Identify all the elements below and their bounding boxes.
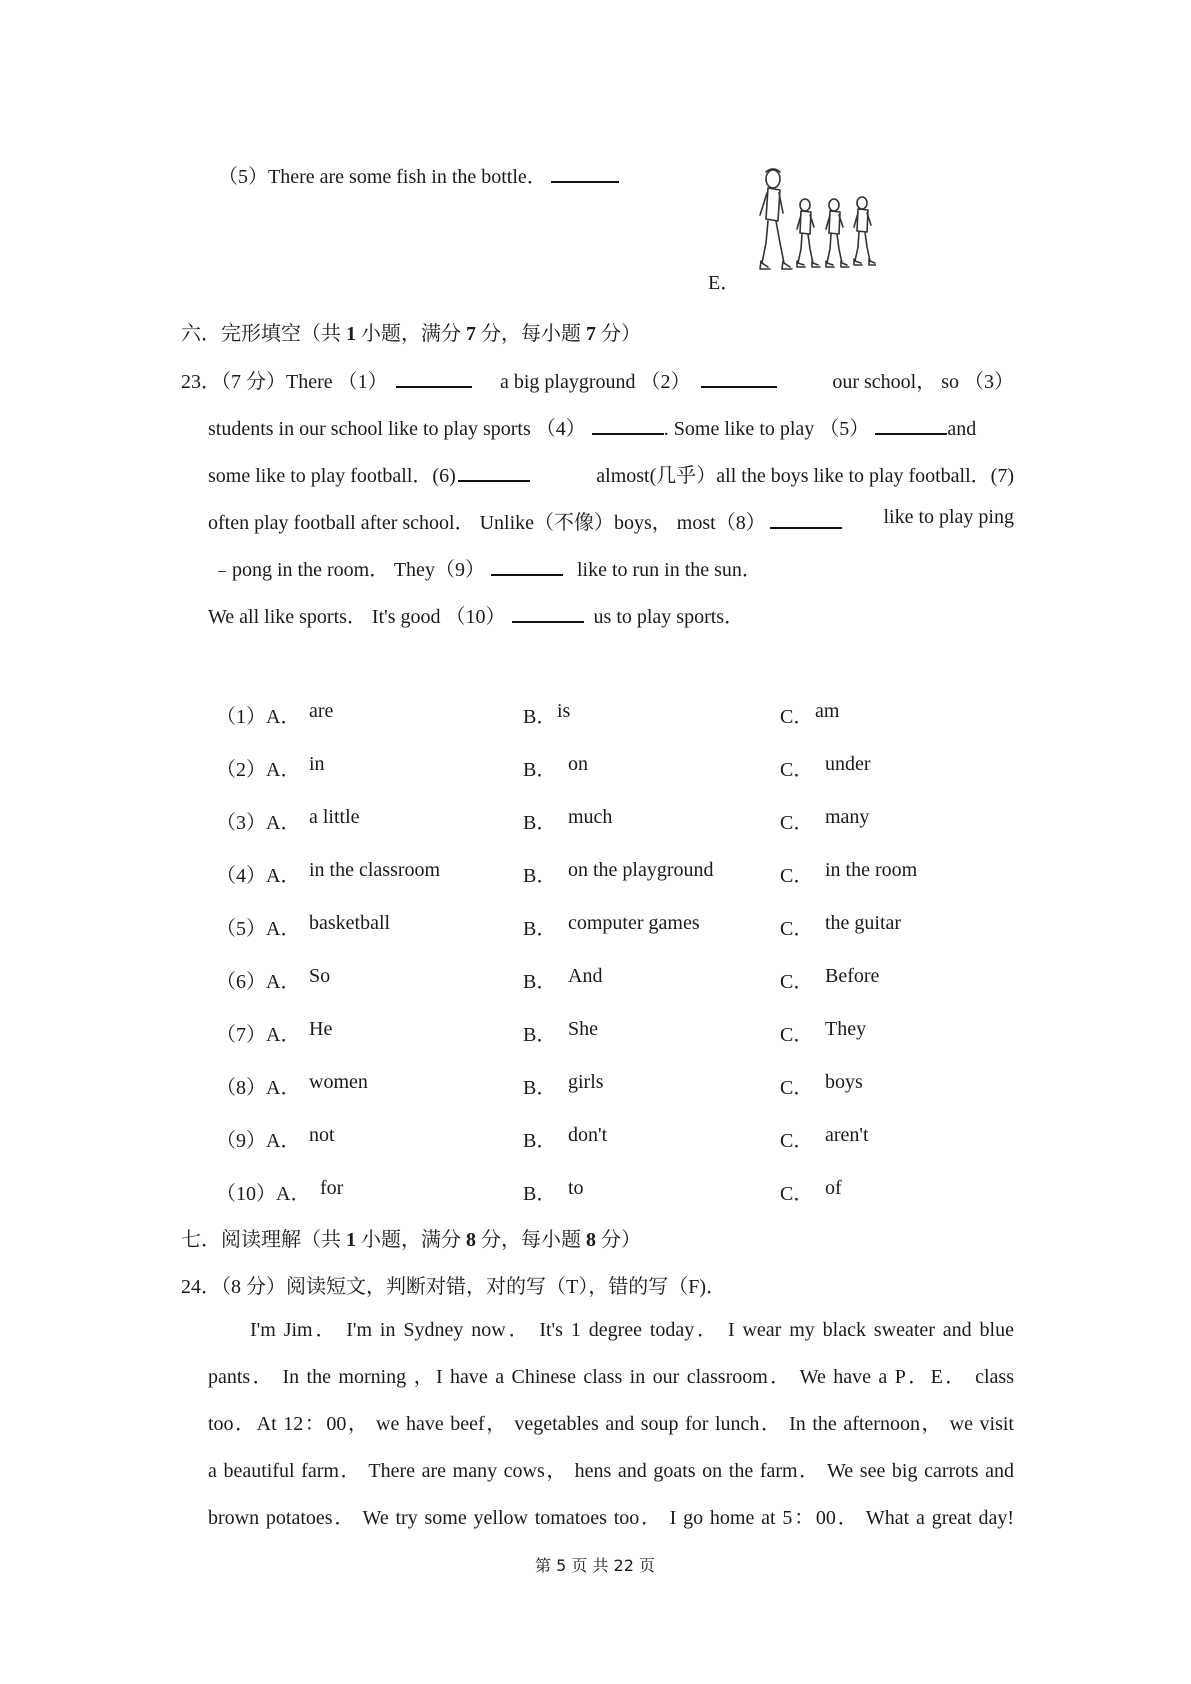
- section-6-heading: [181, 317, 641, 346]
- blank-4[interactable]: [592, 413, 664, 435]
- blank-10[interactable]: [512, 601, 584, 623]
- option-b[interactable]: on the playground: [568, 859, 714, 881]
- total-pages: 22: [613, 1556, 634, 1575]
- option-c[interactable]: Before: [825, 965, 880, 987]
- option-number: （1）A．: [216, 706, 301, 728]
- footer-text: 页 共: [566, 1556, 614, 1575]
- passage-line-4: [208, 506, 1014, 535]
- option-c[interactable]: under: [825, 753, 871, 775]
- option-c-label: C．: [780, 1130, 814, 1152]
- option-a[interactable]: He: [309, 1018, 333, 1040]
- option-b[interactable]: don't: [568, 1124, 608, 1146]
- option-b[interactable]: much: [568, 806, 613, 828]
- heading-text: 分，每小题: [476, 1229, 586, 1251]
- walking-people-icon: [756, 163, 876, 286]
- option-b-label: B．: [523, 759, 557, 781]
- option-c-label: C．: [780, 706, 814, 728]
- option-number: （10）A．: [216, 1183, 311, 1205]
- passage-line-1-rest: [500, 365, 1014, 394]
- passage-text: almost(几乎）all the boys like to play football．(7): [596, 465, 1014, 487]
- option-a[interactable]: So: [309, 965, 331, 987]
- question-count: 1: [346, 1229, 356, 1251]
- heading-text: 分）: [596, 1229, 641, 1251]
- passage-text: often play football after school． Unlike（不像）boys， most（8）: [208, 512, 766, 534]
- blank-1[interactable]: [396, 366, 472, 388]
- figure-e-letter: E．: [708, 272, 741, 294]
- option-b-label: B．: [523, 918, 557, 940]
- passage-line-6: [208, 600, 744, 629]
- passage-line: brown potatoes． We try some yellow tomatoes too． I go home at 5：00． What a great day!: [208, 1507, 1014, 1529]
- passage-text: like to run in the sun．: [576, 559, 762, 581]
- blank-5[interactable]: [875, 413, 947, 435]
- total-score: 8: [466, 1229, 476, 1251]
- option-b[interactable]: computer games: [568, 912, 700, 934]
- option-a[interactable]: women: [309, 1071, 368, 1093]
- option-number: （2）A．: [216, 759, 301, 781]
- option-c[interactable]: many: [825, 806, 870, 828]
- option-a[interactable]: are: [309, 700, 334, 722]
- passage-line: I'm Jim． I'm in Sydney now． It's 1 degree today． I wear my black sweater and blue: [250, 1319, 1014, 1341]
- option-b-label: B．: [523, 812, 557, 834]
- page-number: 5: [556, 1556, 567, 1575]
- passage-line-3: [208, 459, 1014, 488]
- option-a[interactable]: basketball: [309, 912, 391, 934]
- heading-text: 小题，满分: [356, 1229, 466, 1251]
- option-b[interactable]: is: [557, 700, 571, 722]
- option-a[interactable]: a little: [309, 806, 360, 828]
- blank-8[interactable]: [770, 507, 842, 529]
- question-22-item-5: [218, 160, 619, 189]
- section-7-heading: [181, 1223, 641, 1252]
- passage-text: and: [947, 418, 977, 440]
- passage-text: us to play sports．: [593, 606, 745, 628]
- option-b[interactable]: girls: [568, 1071, 604, 1093]
- option-b[interactable]: She: [568, 1018, 598, 1040]
- question-number: 23．（7 分）There （1）: [181, 371, 388, 393]
- each-score: 7: [586, 323, 596, 345]
- total-score: 7: [466, 323, 476, 345]
- passage-text: a big playground （2）: [500, 371, 691, 393]
- option-c[interactable]: the guitar: [825, 912, 902, 934]
- blank-6[interactable]: [458, 460, 530, 482]
- option-c[interactable]: in the room: [825, 859, 918, 881]
- option-c-label: C．: [780, 1024, 814, 1046]
- option-a[interactable]: not: [309, 1124, 335, 1146]
- option-number: （9）A．: [216, 1130, 301, 1152]
- option-c-label: C．: [780, 918, 814, 940]
- option-a[interactable]: in the classroom: [309, 859, 441, 881]
- answer-blank[interactable]: [551, 161, 619, 183]
- heading-text: 小题，满分: [356, 323, 466, 345]
- passage-line: a beautiful farm． There are many cows， hens and goats on the farm． We see big carrots and: [208, 1460, 1014, 1482]
- option-b-label: B．: [523, 706, 557, 728]
- section-title: 六．完形填空（共: [181, 323, 346, 345]
- option-c[interactable]: am: [815, 700, 840, 722]
- option-b-label: B．: [523, 971, 557, 993]
- reading-passage: [208, 1307, 1014, 1542]
- option-c[interactable]: of: [825, 1177, 842, 1199]
- passage-text: We all like sports． It's good （10）: [208, 606, 506, 628]
- option-c-label: C．: [780, 812, 814, 834]
- option-c-label: C．: [780, 971, 814, 993]
- option-b-label: B．: [523, 1077, 557, 1099]
- option-c[interactable]: They: [825, 1018, 867, 1040]
- option-a[interactable]: in: [309, 753, 325, 775]
- option-b-label: B．: [523, 1183, 557, 1205]
- question-23-head: [181, 365, 472, 394]
- section-title: 七．阅读理解（共: [181, 1229, 346, 1251]
- option-c[interactable]: aren't: [825, 1124, 869, 1146]
- item-text: （5）There are some fish in the bottle．: [218, 166, 547, 188]
- page-footer: [535, 1553, 655, 1576]
- option-number: （8）A．: [216, 1077, 301, 1099]
- passage-line: pants． In the morning ，I have a Chinese class in our classroom． We have a P．E． class: [208, 1366, 1014, 1388]
- passage-text: students in our school like to play sports （4）: [208, 418, 586, 440]
- passage-text: . Some like to play （5）: [663, 418, 870, 440]
- passage-text: our school， so （3）: [832, 371, 1014, 393]
- option-c-label: C．: [780, 1077, 814, 1099]
- option-number: （3）A．: [216, 812, 301, 834]
- heading-text: 分，每小题: [476, 323, 586, 345]
- blank-2[interactable]: [701, 366, 777, 388]
- option-b-label: B．: [523, 1024, 557, 1046]
- passage-text: some like to play football．(6): [208, 465, 456, 487]
- option-a[interactable]: for: [320, 1177, 344, 1199]
- option-b[interactable]: And: [568, 965, 603, 987]
- option-b[interactable]: to: [568, 1177, 584, 1199]
- footer-text: 第: [535, 1556, 557, 1575]
- passage-line-5: [212, 553, 762, 582]
- question-count: 1: [346, 323, 356, 345]
- passage-text: like to play ping: [883, 506, 1014, 528]
- question-24-head: 24．（8 分）阅读短文，判断对错，对的写（T），错的写（F)．: [181, 1276, 726, 1298]
- footer-text: 页: [633, 1556, 655, 1575]
- option-number: （6）A．: [216, 971, 301, 993]
- option-b-label: B．: [523, 1130, 557, 1152]
- option-c-label: C．: [780, 759, 814, 781]
- passage-line: too．At 12：00， we have beef， vegetables and soup for lunch． In the afternoon， we visit: [208, 1413, 1014, 1435]
- option-number: （7）A．: [216, 1024, 301, 1046]
- option-number: （4）A．: [216, 865, 301, 887]
- option-c-label: C．: [780, 1183, 814, 1205]
- option-c-label: C．: [780, 865, 814, 887]
- each-score: 8: [586, 1229, 596, 1251]
- option-c[interactable]: boys: [825, 1071, 863, 1093]
- heading-text: 分）: [596, 323, 641, 345]
- passage-text: ﹣pong in the room． They（9）: [212, 559, 485, 581]
- option-number: （5）A．: [216, 918, 301, 940]
- option-b-label: B．: [523, 865, 557, 887]
- option-b[interactable]: on: [568, 753, 588, 775]
- blank-9[interactable]: [491, 554, 563, 576]
- passage-line-2: [208, 412, 1014, 441]
